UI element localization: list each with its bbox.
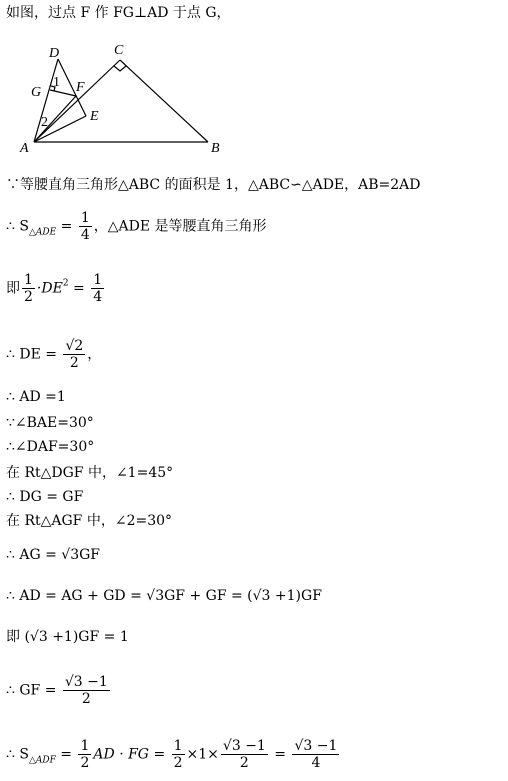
line-daf: ∴∠DAF=30° xyxy=(6,439,95,455)
label-e: E xyxy=(90,109,99,124)
label-d: D xyxy=(49,46,60,61)
label-f: F xyxy=(76,80,85,95)
geometry-figure xyxy=(10,36,240,156)
line-gf-eq: 即 (√3 +1)GF = 1 xyxy=(6,629,129,645)
label-angle-2: 2 xyxy=(41,115,48,130)
label-g: G xyxy=(31,85,42,100)
line-bae: ∵∠BAE=30° xyxy=(6,415,94,431)
line-area-adf: ∴ $S_{\triangle ADF}$ = $\frac{1}{2}$ AD · FG = $\frac{1}{2}$ ×1× $\frac{√3 -1}{2}$ = $\frac{√3 -1}{4}$ xyxy=(6,738,338,771)
line-area-ade: ∴ $S_{\triangle ADE}$ = $\frac{1}{4}$ ，△ADE 是等腰直角三角形 xyxy=(6,210,267,243)
line-given-area: ∵等腰直角三角形△ABC 的面积是 1，△ABC∽△ADE，AB=2AD xyxy=(6,177,421,193)
line-agf: 在 Rt△AGF 中，∠2=30° xyxy=(6,513,173,529)
line-ag: ∴ AG = √3GF xyxy=(6,547,101,563)
line-dg-gf: ∴ DG = GF xyxy=(6,489,84,505)
line-ad: ∴ AD =1 xyxy=(6,389,66,405)
line-de-squared: 即 $\frac{1}{2}$ $\cdot DE^2$ = $\frac{1}{4}$ xyxy=(6,272,103,305)
line-de-value: ∴ DE = $\frac{√2}{2}$ ， xyxy=(6,338,102,371)
label-b: B xyxy=(211,141,220,156)
intro-line: 如图，过点 F 作 FG⊥AD 于点 G， xyxy=(6,5,231,21)
line-gf-value: ∴ GF = $\frac{√3 -1}{2}$ xyxy=(6,674,108,707)
label-a: A xyxy=(20,141,29,156)
line-ad-sum: ∴ AD = AG + GD = √3GF + GF = (√3 +1)GF xyxy=(6,588,322,604)
line-dgf: 在 Rt△DGF 中，∠1=45° xyxy=(6,465,174,481)
label-angle-1: 1 xyxy=(53,75,60,90)
label-c: C xyxy=(114,43,124,58)
